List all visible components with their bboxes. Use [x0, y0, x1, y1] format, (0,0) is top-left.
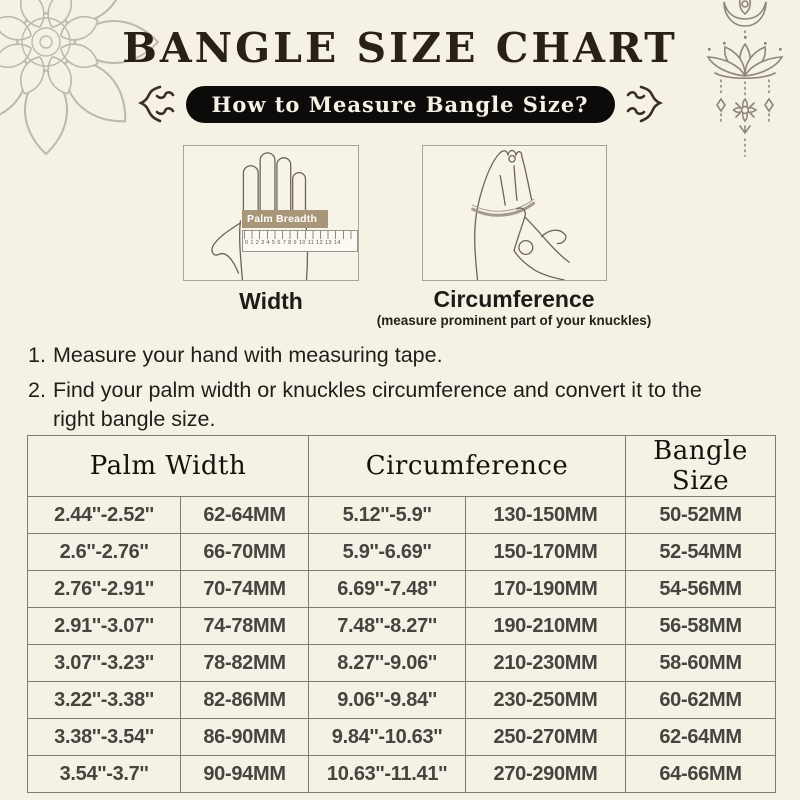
flourish-right-icon: [625, 84, 667, 124]
cell: 190-210MM: [466, 608, 626, 645]
ruler-numbers: 0 1 2 3 4 5 6 7 8 9 10 11 12 13 14: [245, 240, 341, 246]
col-header-bangle-size: Bangle Size: [626, 436, 776, 497]
cell: 7.48''-8.27'': [309, 608, 466, 645]
table-row: [28, 534, 776, 571]
cell: 2.6''-2.76'': [28, 534, 181, 571]
instruction-step-1: [28, 341, 740, 369]
cell: 250-270MM: [466, 719, 626, 756]
table-row: [28, 756, 776, 793]
cell: 270-290MM: [466, 756, 626, 793]
step-text: Measure your hand with measuring tape.: [52, 343, 443, 367]
cell: 2.76''-2.91'': [28, 571, 181, 608]
cell: 60-62MM: [626, 682, 776, 719]
cell: 10.63''-11.41'': [309, 756, 466, 793]
col-header-circumference: Circumference: [309, 436, 626, 497]
cell: 6.69''-7.48'': [309, 571, 466, 608]
cell: 62-64MM: [626, 719, 776, 756]
table-header-row: [28, 436, 776, 497]
flourish-left-icon: [134, 84, 176, 124]
cell: 70-74MM: [181, 571, 309, 608]
cell: 58-60MM: [626, 645, 776, 682]
instruction-step-2: [28, 376, 740, 433]
circumference-illustration: [422, 145, 607, 281]
cell: 3.38''-3.54'': [28, 719, 181, 756]
hand-tape-icon: [423, 146, 606, 280]
cell: 62-64MM: [181, 497, 309, 534]
cell: 82-86MM: [181, 682, 309, 719]
cell: 78-82MM: [181, 645, 309, 682]
cell: 210-230MM: [466, 645, 626, 682]
cell: 5.12''-5.9'': [309, 497, 466, 534]
cell: 9.84''-10.63'': [309, 719, 466, 756]
cell: 90-94MM: [181, 756, 309, 793]
cell: 50-52MM: [626, 497, 776, 534]
circumference-caption: Circumference: [433, 286, 595, 312]
table-row: [28, 719, 776, 756]
cell: 3.22''-3.38'': [28, 682, 181, 719]
how-to-measure-badge: How to Measure Bangle Size?: [186, 86, 615, 123]
palm-breadth-tag: Palm Breadth: [242, 210, 328, 228]
cell: 66-70MM: [181, 534, 309, 571]
width-caption: Width: [239, 288, 303, 314]
cell: 74-78MM: [181, 608, 309, 645]
instructions: [28, 341, 740, 440]
cell: 150-170MM: [466, 534, 626, 571]
table-row: [28, 682, 776, 719]
cell: 170-190MM: [466, 571, 626, 608]
table-row: [28, 608, 776, 645]
circumference-note: (measure prominent part of your knuckles): [376, 313, 652, 328]
ruler-ticks: [244, 231, 356, 239]
cell: 3.07''-3.23'': [28, 645, 181, 682]
cell: 52-54MM: [626, 534, 776, 571]
size-table: [27, 435, 776, 793]
cell: 9.06''-9.84'': [309, 682, 466, 719]
table-row: [28, 497, 776, 534]
width-illustration: [183, 145, 359, 281]
cell: 5.9''-6.69'': [309, 534, 466, 571]
step-number: 2.: [28, 378, 46, 403]
cell: 2.44''-2.52'': [28, 497, 181, 534]
cell: 3.54''-3.7'': [28, 756, 181, 793]
cell: 8.27''-9.06'': [309, 645, 466, 682]
col-header-palm-width: Palm Width: [28, 436, 309, 497]
badge-row: [0, 84, 800, 124]
table-row: [28, 645, 776, 682]
cell: 86-90MM: [181, 719, 309, 756]
table-row: [28, 571, 776, 608]
ruler: [242, 230, 358, 252]
cell: 54-56MM: [626, 571, 776, 608]
page-title: BANGLE SIZE CHART: [122, 24, 678, 72]
cell: 230-250MM: [466, 682, 626, 719]
cell: 130-150MM: [466, 497, 626, 534]
step-number: 1.: [28, 343, 46, 367]
step-text: Find your palm width or knuckles circumference and convert it to the right bangle size.: [52, 378, 702, 431]
cell: 64-66MM: [626, 756, 776, 793]
cell: 2.91''-3.07'': [28, 608, 181, 645]
cell: 56-58MM: [626, 608, 776, 645]
